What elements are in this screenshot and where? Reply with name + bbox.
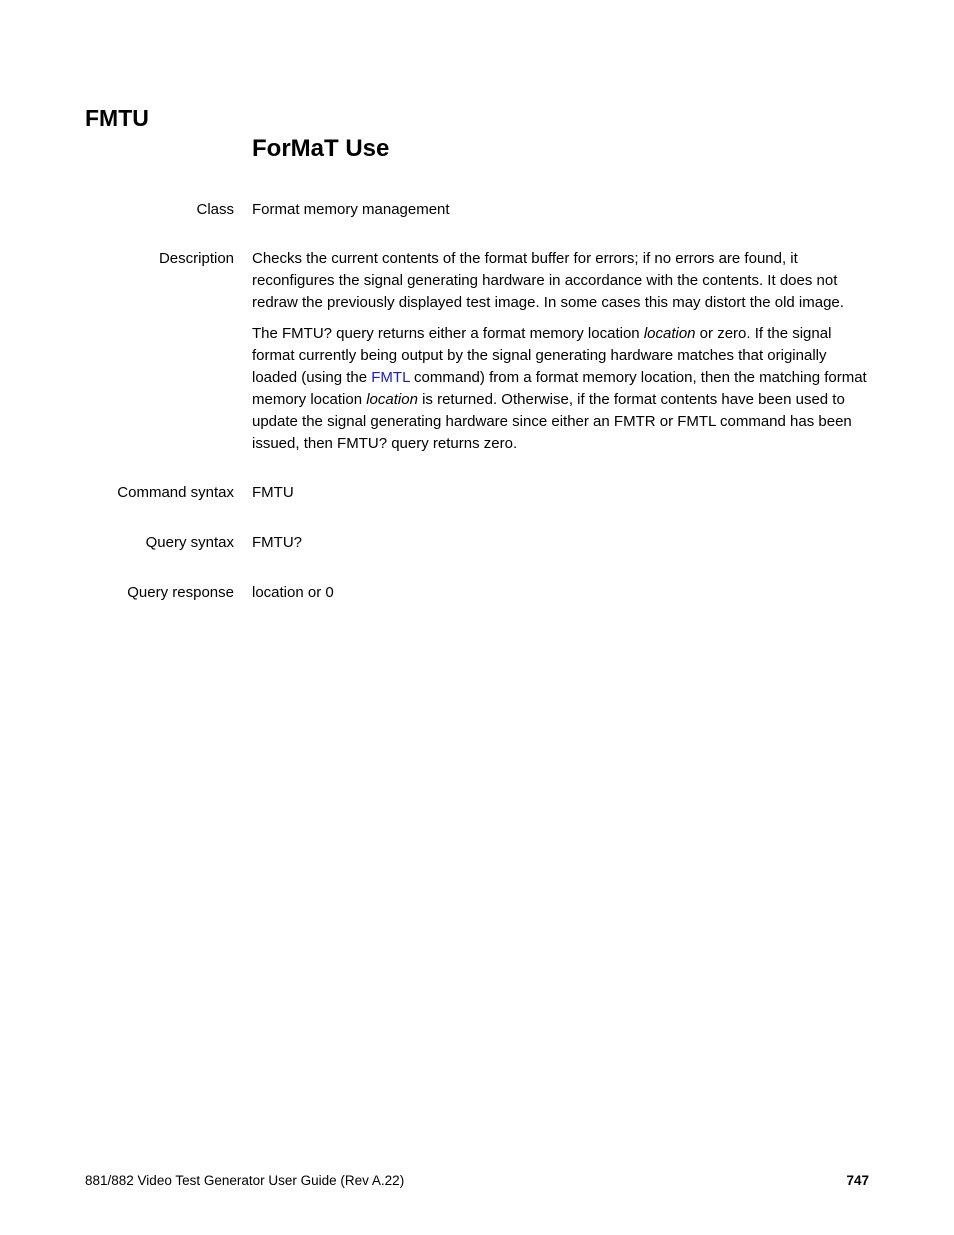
description-label: Description — [158, 250, 234, 267]
command-syntax-value: FMTU — [252, 484, 294, 501]
fmtl-link[interactable]: FMTL — [371, 369, 410, 386]
description-paragraph-1: Checks the current contents of the format buffer for errors; if no errors are found, it reconfigures the signal generating hardware in accordance with the contents. It does not redraw the previously displayed test image. In some cases this may distort the old image. — [252, 250, 844, 311]
description-paragraph-2 — [252, 323, 872, 455]
command-title: ForMaT Use — [252, 135, 390, 162]
command-syntax-label: Command syntax — [117, 484, 234, 501]
location-term: location — [643, 325, 696, 342]
footer-guide-title: 881/882 Video Test Generator User Guide (Rev A.22) — [85, 1173, 405, 1188]
description-body — [252, 248, 872, 455]
description-text: is returned. Otherwise, if the format contents have been used to update the signal generating hardware since either an FMTR or FMTL command has been issued, then FMTU? query returns zero. — [252, 391, 852, 452]
class-value: Format memory management — [252, 201, 450, 218]
query-response-value: location or 0 — [252, 584, 334, 601]
description-text: The FMTU? query returns either a format memory location — [252, 325, 644, 342]
query-response-label: Query response — [127, 584, 234, 601]
description-text: or zero. If the signal format currently being output by the signal generating hardware matches that originally loaded (using the — [252, 325, 832, 386]
description-text: command) from a format memory location, then the matching format memory location — [252, 369, 867, 408]
command-name: FMTU — [85, 105, 149, 131]
location-term: location — [366, 391, 418, 408]
query-syntax-label: Query syntax — [145, 534, 234, 551]
page-number: 747 — [846, 1173, 869, 1188]
class-label: Class — [196, 201, 234, 218]
query-syntax-value: FMTU? — [252, 534, 302, 551]
